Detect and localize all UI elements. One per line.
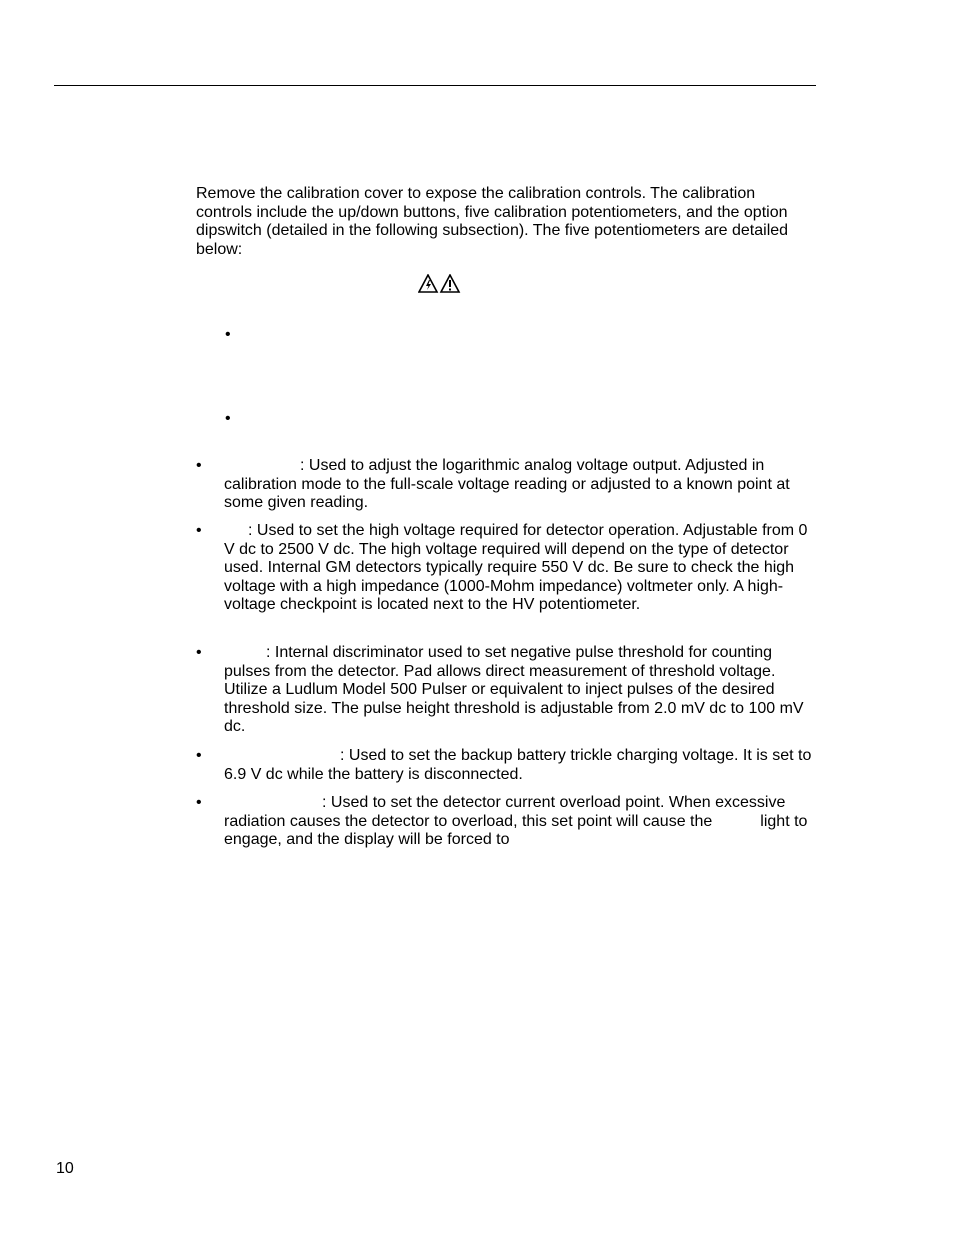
item-text: : Internal discriminator used to set negative pulse threshold for counting pulses from the detector. Pad allows direct measurement of threshold voltage. Utilize a Ludlum Model 500 Pulser or equivalent to inject pulses of the desired threshold size. The pulse height threshold is adjustable from 2.0 mV dc to 100 mV dc. xyxy=(224,644,804,736)
sub-bullet-glyph: • xyxy=(225,410,231,427)
bullet-glyph: • xyxy=(196,522,202,539)
list-item xyxy=(224,644,816,737)
list-item xyxy=(224,457,816,513)
warning-symbols xyxy=(418,274,462,294)
bullet-glyph: • xyxy=(196,747,202,764)
list-item xyxy=(224,794,816,850)
intro-paragraph: Remove the calibration cover to expose the calibration controls. The calibration controls include the up/down buttons, five calibration potentiometers, and the option dipswitch (detailed in the following subsection). The five potentiometers are detailed below: xyxy=(196,185,789,258)
page-number: 10 xyxy=(56,1160,74,1177)
warning-triangle-icon xyxy=(441,275,459,292)
bullet-glyph: • xyxy=(196,644,202,661)
item-text-continued: light to engage, and the display will be forced to xyxy=(224,812,808,849)
item-text: : Used to set the detector current overload point. When excessive radiation causes the detector to overload, this set point will cause the xyxy=(224,794,786,830)
list-item xyxy=(224,522,816,615)
list-item xyxy=(224,747,816,784)
sub-bullet-glyph: • xyxy=(225,326,231,343)
bullet-glyph: • xyxy=(196,457,202,474)
warning-triangle-icon xyxy=(419,275,437,292)
item-text: : Used to set the backup battery trickle charging voltage. It is set to 6.9 V dc while the battery is disconnected. xyxy=(224,747,812,783)
item-text: : Used to adjust the logarithmic analog voltage output. Adjusted in calibration mode to the full-scale voltage reading or adjusted to a known point at some given reading. xyxy=(224,457,790,512)
item-text: : Used to set the high voltage required for detector operation. Adjustable from 0 V dc to 2500 V dc. The high voltage required will depend on the type of detector used. Internal GM detectors typically require 550 V dc. Be sure to check the high voltage with a high impedance (1000-Mohm impedance) voltmeter only. A high-voltage checkpoint is located next to the HV potentiometer. xyxy=(224,522,808,614)
header-rule xyxy=(54,85,816,86)
bullet-glyph: • xyxy=(196,794,202,811)
